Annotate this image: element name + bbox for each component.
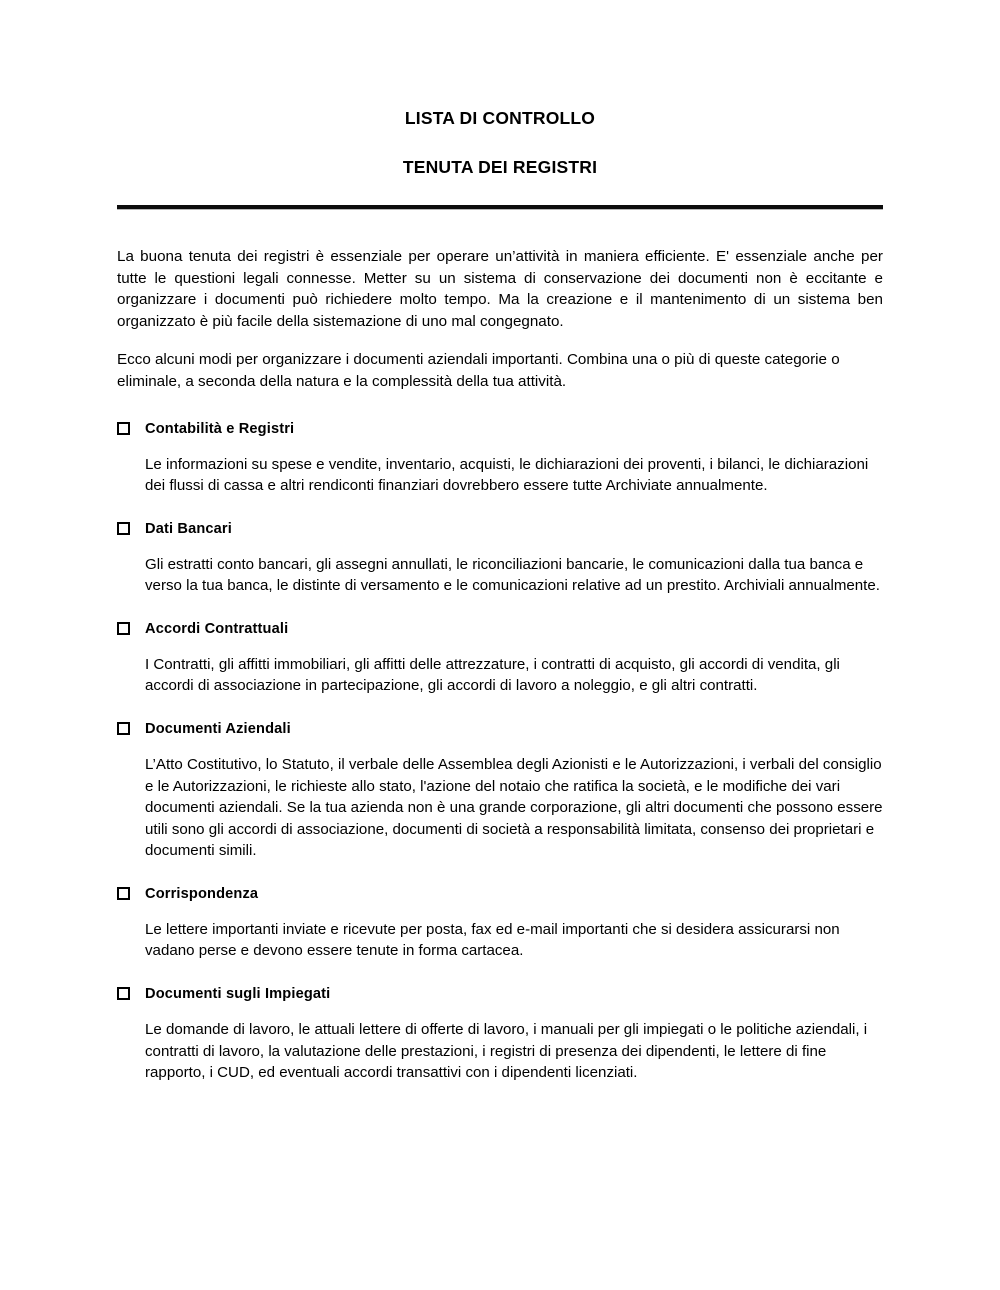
checklist-item-header[interactable]	[117, 519, 883, 539]
checkbox-empty-icon[interactable]	[117, 422, 133, 438]
checklist-item-header[interactable]	[117, 619, 883, 639]
checklist-item	[117, 719, 883, 862]
checklist-item-title: Documenti sugli Impiegati	[145, 985, 331, 1002]
intro-paragraph-1: La buona tenuta dei registri è essenziale per operare un’attività in maniera efficiente. E' essenziale anche per tutte le questioni legali connesse. Metter su un sistema di conservazione dei documenti non è eccitante e organizzare i documenti può richiedere molto tempo. Ma la creazione e il mantenimento di un sistema ben organizzato è più facile della sistemazione di uno mal congegnato.	[117, 247, 883, 331]
checklist-item-title: Dati Bancari	[145, 520, 232, 537]
header-divider	[117, 205, 883, 210]
checklist-item-title: Contabilità e Registri	[145, 420, 295, 437]
checklist-item-body: L’Atto Costitutivo, lo Statuto, il verbale delle Assemblea degli Azionisti e le Autorizzazioni, i verbali del consiglio e le Autorizzazioni, le richieste allo stato, l'azione del notaio che ratifica la società, e le modifiche dei vari documenti aziendali. Se la tua azienda non è una grande corporazione, gli altri documenti che possono essere utili sono gli accordi di associazione, documenti di società a responsabilità limitata, consenso dei proprietari e documenti simili.	[145, 755, 883, 860]
checklist-item-title: Corrispondenza	[145, 885, 259, 902]
document-title: LISTA DI CONTROLLO	[404, 108, 596, 128]
checklist-item-title: Documenti Aziendali	[145, 721, 291, 737]
intro-section	[117, 246, 883, 393]
document-content	[117, 0, 883, 1084]
checklist-item-header[interactable]	[117, 419, 883, 439]
checklist-item-title: Accordi Contrattuali	[145, 620, 289, 637]
document-header	[117, 0, 883, 210]
checkbox-empty-icon[interactable]	[117, 987, 133, 1003]
checklist-item-body: Le domande di lavoro, le attuali lettere di offerte di lavoro, i manuali per gli impiegati o le politiche aziendali, i contratti di lavoro, la valutazione delle prestazioni, i registri di presenza dei dipendenti, le lettere di fine rapporto, i CUD, ed eventuali accordi transattivi con i dipendenti licenziati.	[145, 1020, 868, 1082]
document-subtitle: TENUTA DEI REGISTRI	[402, 156, 598, 177]
checklist-item-body: I Contratti, gli affitti immobiliari, gli affitti delle attrezzature, i contratti di acquisto, gli accordi di vendita, gli accordi di associazione in partecipazione, gli accordi di lavoro a noleggio, e gli altri contratti.	[145, 655, 840, 695]
checklist-item-body: Le lettere importanti inviate e ricevute per posta, fax ed e-mail importanti che si desidera assicurarsi non vadano perse e devono essere tenute in forma cartacea.	[145, 920, 840, 960]
checklist-item	[117, 884, 883, 962]
checklist-item	[117, 419, 883, 497]
checklist-item-header[interactable]	[117, 719, 883, 739]
checklist-item-header[interactable]	[117, 984, 883, 1004]
checklist-item	[117, 519, 883, 597]
checkbox-empty-icon[interactable]	[117, 722, 133, 738]
checklist-item	[117, 619, 883, 697]
checkbox-empty-icon[interactable]	[117, 887, 133, 903]
checklist-item-body: Gli estratti conto bancari, gli assegni annullati, le riconciliazioni bancarie, le comunicazioni dalla tua banca e verso la tua banca, le distinte di versamento e le comunicazioni relative ad un prestito. Archiviali annualmente.	[145, 555, 880, 595]
checklist-item-header[interactable]	[117, 884, 883, 904]
checkbox-empty-icon[interactable]	[117, 622, 133, 638]
intro-paragraph-2: Ecco alcuni modi per organizzare i documenti aziendali importanti. Combina una o più di queste categorie o eliminale, a seconda della natura e la complessità della tua attività.	[117, 351, 840, 390]
checklist-item-body: Le informazioni su spese e vendite, inventario, acquisti, le dichiarazioni dei proventi, i bilanci, le dichiarazioni dei flussi di cassa e altri rendiconti finanziari dovrebbero essere tutte Archiviate annualmente.	[145, 455, 869, 495]
checklist-item	[117, 984, 883, 1084]
checkbox-empty-icon[interactable]	[117, 522, 133, 538]
checklist-sections	[117, 419, 883, 1084]
